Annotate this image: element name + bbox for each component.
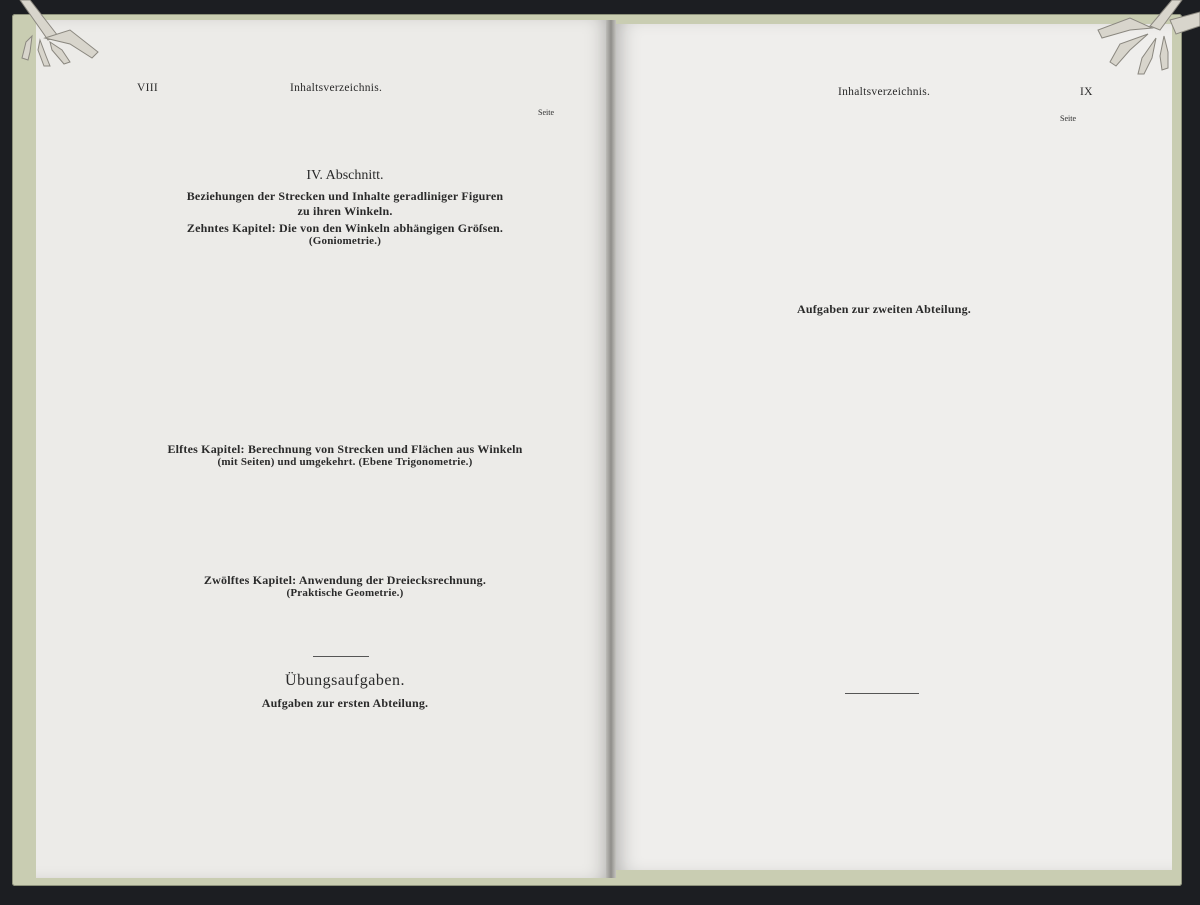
chapter-10-title: Zehntes Kapitel: Die von den Winkeln abhängigen Gröſsen.	[186, 221, 504, 235]
section-subtitle-line2: zu ihren Winkeln.	[297, 204, 393, 218]
divider-rule-right	[845, 693, 919, 694]
page-number-right: IX	[1080, 86, 1093, 98]
chapter-11-title: Elftes Kapitel: Berechnung von Strecken und Flächen aus Winkeln	[167, 442, 523, 456]
part-2-heading: Aufgaben zur zweiten Abteilung.	[797, 302, 971, 316]
seite-label-right: Seite	[1060, 114, 1076, 123]
seite-label-left: Seite	[538, 108, 554, 117]
running-header-left: Inhaltsverzeichnis.	[290, 82, 383, 94]
page-holder-right-icon	[1090, 0, 1200, 80]
uebungsaufgaben-heading: Übungsaufgaben.	[285, 672, 405, 689]
section-heading: IV. Abschnitt.	[306, 168, 384, 183]
divider-rule-left	[313, 656, 369, 657]
right-page	[612, 24, 1172, 870]
chapter-12-subtitle: (Praktische Geometrie.)	[286, 587, 404, 599]
part-1-heading: Aufgaben zur ersten Abteilung.	[261, 696, 429, 710]
section-subtitle-line1: Beziehungen der Strecken und Inhalte geradliniger Figuren	[186, 189, 504, 203]
page-holder-left-icon	[0, 0, 110, 70]
chapter-11-subtitle: (mit Seiten) und umgekehrt. (Ebene Trigonometrie.)	[217, 456, 473, 468]
page-number-left: VIII	[137, 82, 158, 94]
book-gutter	[606, 20, 616, 878]
chapter-10-subtitle: (Goniometrie.)	[308, 235, 382, 247]
chapter-12-title: Zwölftes Kapitel: Anwendung der Dreiecksrechnung.	[203, 573, 487, 587]
running-header-right: Inhaltsverzeichnis.	[838, 86, 931, 98]
